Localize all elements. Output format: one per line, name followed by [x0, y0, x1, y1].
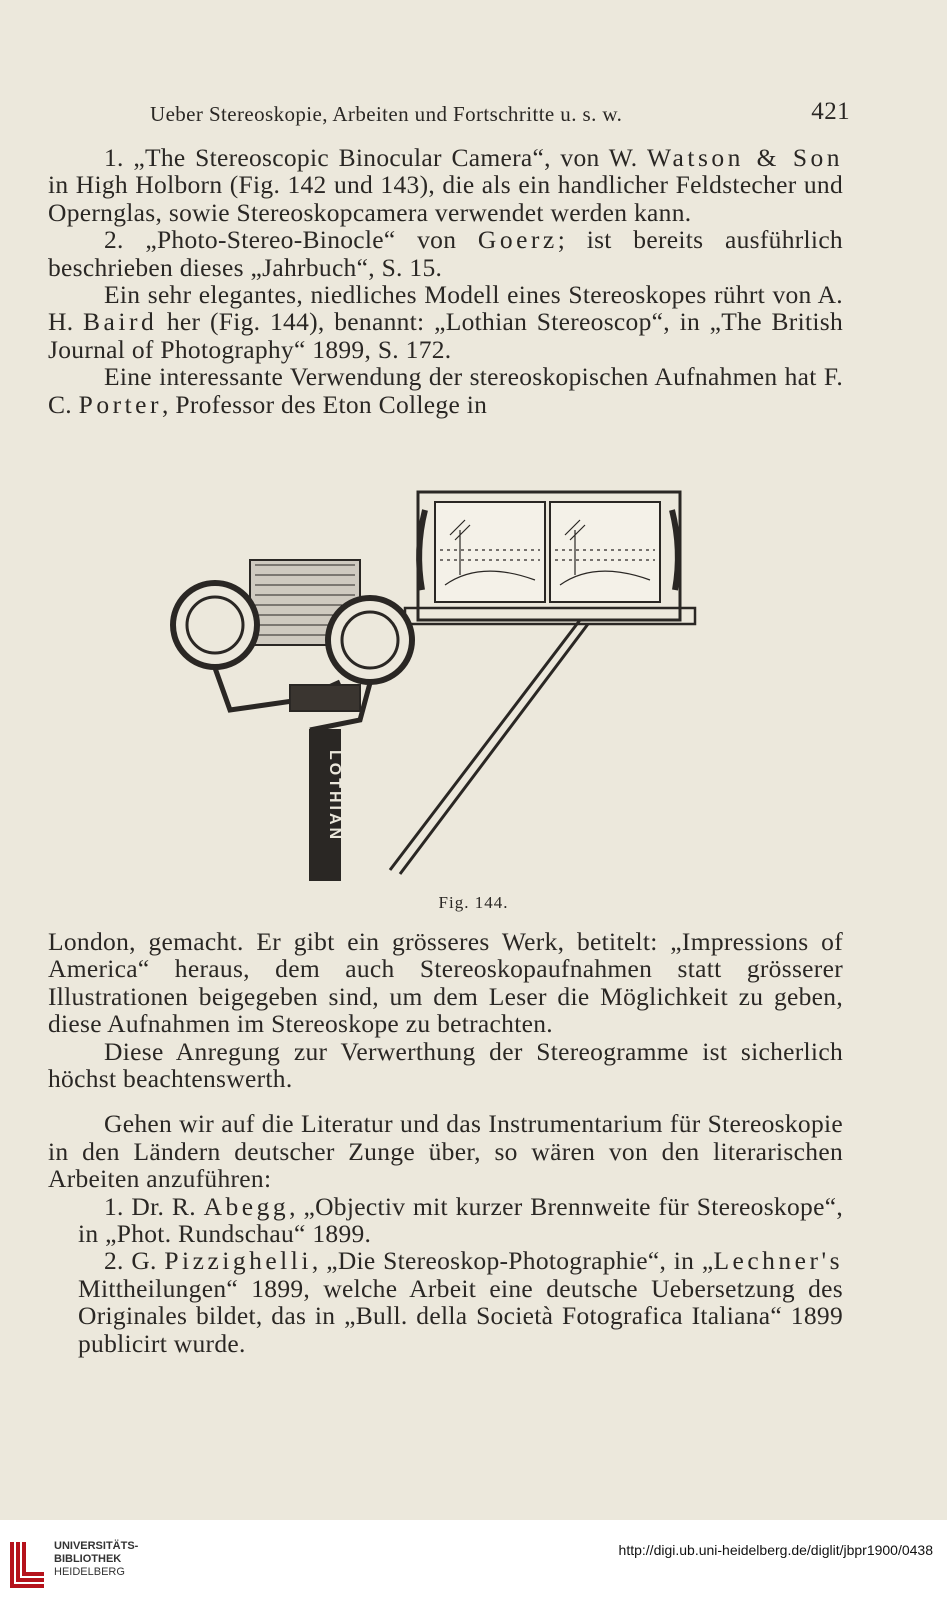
clip-left — [419, 510, 425, 590]
card-holder-base — [405, 608, 695, 624]
paragraph-watson-camera: 1. „The Stereoscopic Binocular Camera“, von W. Watson & Son in High Holborn (Fig. 142 und 143), die als ein handlicher Feldstecher und Opernglas, sowie Stereoskopcamera verwendet werden kann. — [48, 143, 844, 227]
page-number: 421 — [811, 98, 850, 125]
library-logo-icon — [8, 1536, 48, 1590]
library-name: UNIVERSITÄTS- BIBLIOTHEK HEIDELBERG — [54, 1540, 139, 1578]
paragraph-literatur: Gehen wir auf die Literatur und das Instrumentarium für Stereoskopie in den Ländern deutscher Zunge über, so wären von den literarischen Arbeiten anzuführen: — [48, 1109, 843, 1194]
paragraph-abegg: 1. Dr. R. Abegg, „Objectiv mit kurzer Brennweite für Stereoskope“, in „Phot. Rundschau“ 1899. — [78, 1191, 843, 1249]
slide-rod — [390, 620, 588, 874]
paragraph-london-impressions: London, gemacht. Er gibt ein grösseres Werk, betitelt: „Impressions of America“ heraus, dem auch Stereoskopaufnahmen statt grösserer Illustrationen beigegeben sind, um dem Leser die Möglichkeit zu geben, diese Aufnahmen im Stereoskope zu betrachten. — [48, 927, 843, 1039]
figure-caption: Fig. 144. — [438, 893, 509, 912]
handle-label: LOTHIAN — [326, 750, 343, 843]
stereo-image-left — [435, 502, 545, 602]
clip-right — [672, 510, 678, 590]
figure-lothian-stereoscope — [160, 490, 720, 885]
focus-rack — [290, 685, 360, 711]
stereo-image-right — [550, 502, 660, 602]
paragraph-baird-stereoscope: Ein sehr elegantes, niedliches Modell eines Stereoskopes rührt von A. H. Baird her (Fig. 144), benannt: „Lothian Stereoscop“, in „The British Journal of Photography“ 1899, S. 172. — [48, 280, 843, 364]
paragraph-porter-eton: Eine interessante Verwendung der stereoskopischen Aufnahmen hat F. C. Porter, Professor des Eton College in — [48, 362, 843, 419]
source-url-link[interactable]: http://digi.ub.uni-heidelberg.de/diglit/jbpr1900/0438 — [618, 1542, 933, 1558]
text-block-bottom — [48, 928, 843, 1357]
paragraph-anregung: Diese Anregung zur Verwerthung der Stereogramme ist sicherlich höchst beachtenswerth. — [48, 1036, 843, 1094]
paragraph-pizzighelli: 2. G. Pizzighelli, „Die Stereoskop-Photographie“, in „Lechner's Mittheilungen“ 1899, welche Arbeit eine deutsche Uebersetzung des Originales bildet, das in „Bull. della Società Fotografica Italiana“ 1899 publicirt wurde. — [78, 1246, 843, 1358]
paragraph-goerz-binocle: 2. „Photo-Stereo-Binocle“ von Goerz; ist bereits ausführlich beschrieben dieses „Jahrbuch“, S. 15. — [48, 225, 843, 282]
running-title: Ueber Stereoskopie, Arbeiten und Fortschritte u. s. w. — [150, 102, 623, 126]
digitization-footer — [0, 1520, 947, 1610]
text-block-top — [48, 144, 843, 418]
